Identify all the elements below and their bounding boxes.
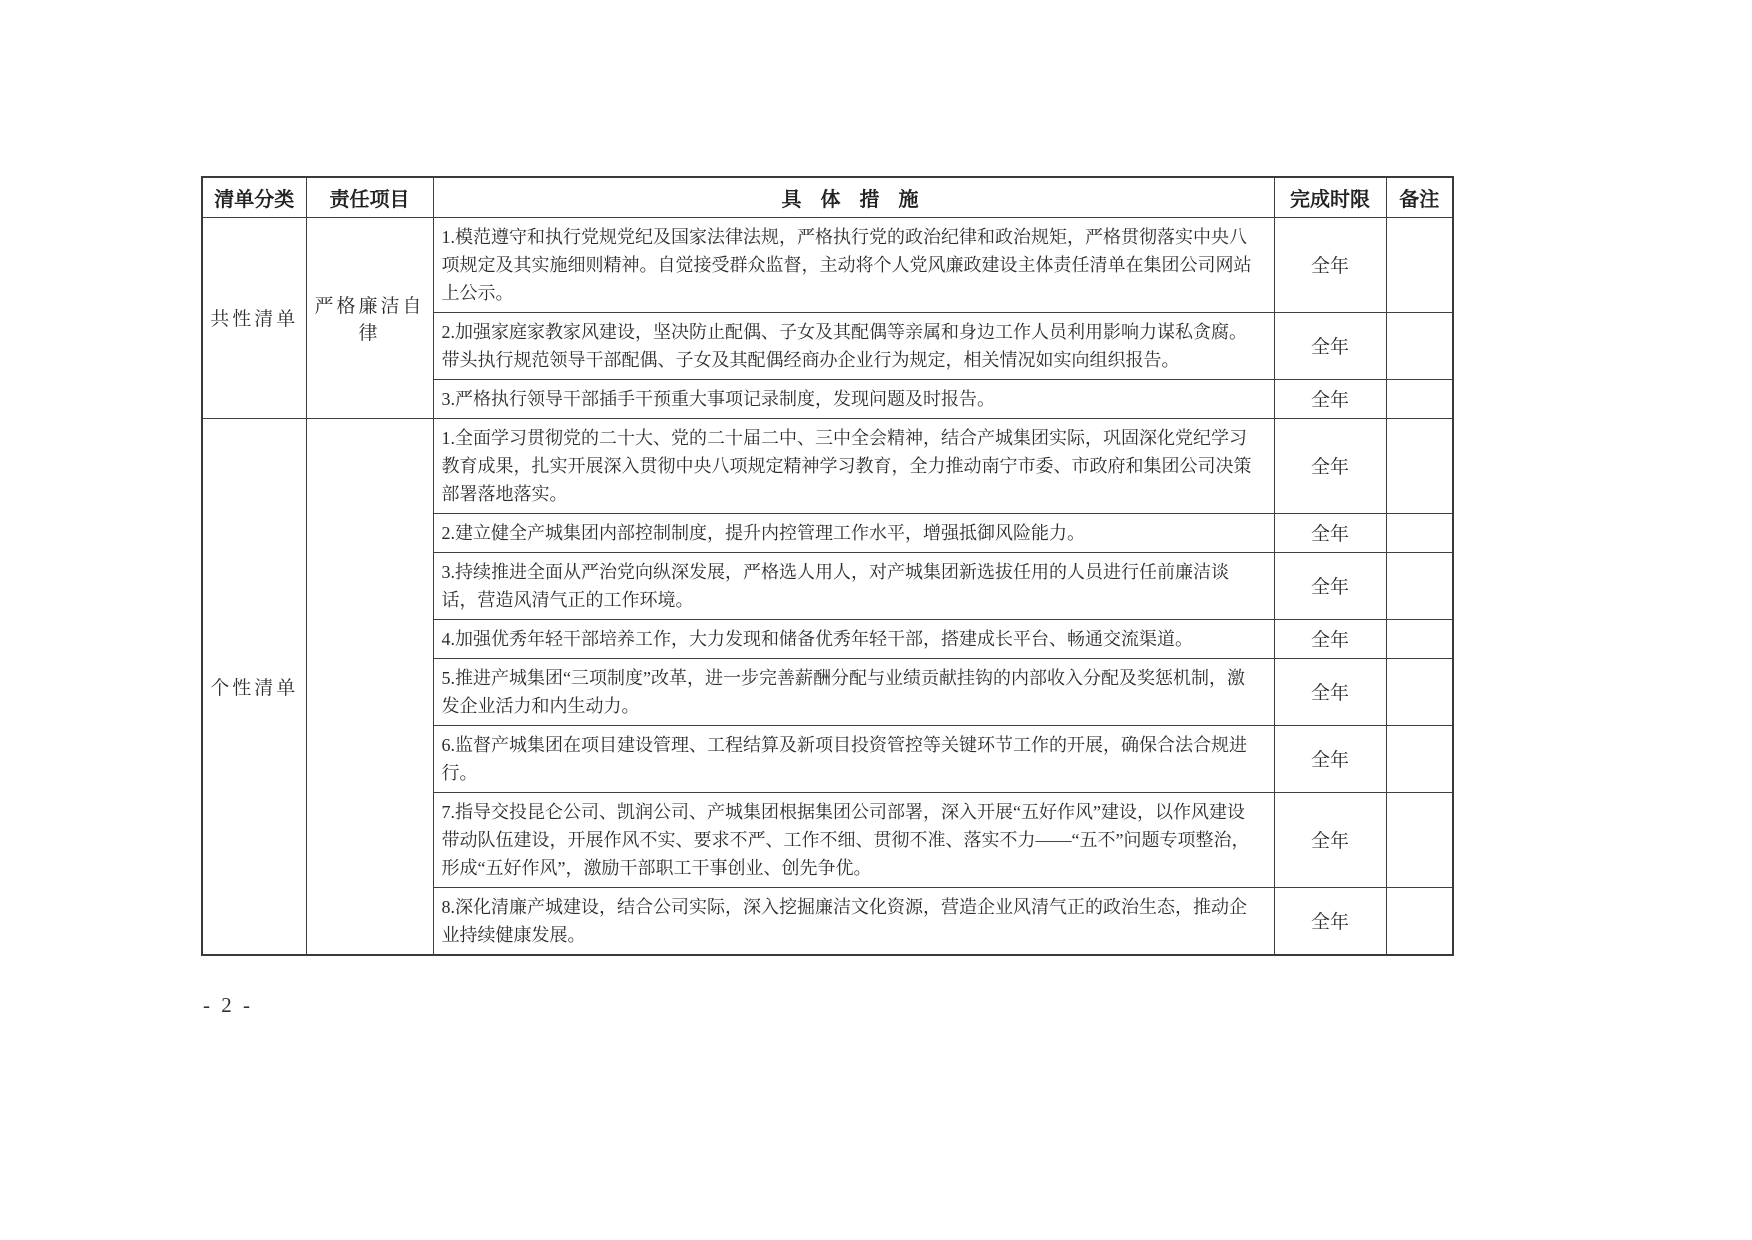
measure-cell: 7.指导交投昆仑公司、凯润公司、产城集团根据集团公司部署，深入开展“五好作风”建设，以作风建设带动队伍建设，开展作风不实、要求不严、工作不细、贯彻不准、落实不力——“五不”问题专项整治，形成“五好作风”，激励干部职工干事创业、创先争优。 — [433, 792, 1274, 887]
measure-cell: 5.推进产城集团“三项制度”改革，进一步完善薪酬分配与业绩贡献挂钩的内部收入分配及奖惩机制，激发企业活力和内生动力。 — [433, 658, 1274, 725]
table-header — [202, 177, 1453, 217]
deadline-cell: 全年 — [1274, 619, 1386, 658]
deadline-cell: 全年 — [1274, 658, 1386, 725]
remark-cell — [1386, 513, 1453, 552]
measure-cell: 3.持续推进全面从严治党向纵深发展，严格选人用人，对产城集团新选拔任用的人员进行任前廉洁谈话，营造风清气正的工作环境。 — [433, 552, 1274, 619]
header-deadline: 完成时限 — [1274, 177, 1386, 217]
remark-cell — [1386, 658, 1453, 725]
remark-cell — [1386, 312, 1453, 379]
deadline-cell: 全年 — [1274, 887, 1386, 955]
header-project: 责任项目 — [306, 177, 433, 217]
deadline-cell: 全年 — [1274, 217, 1386, 312]
remark-cell — [1386, 887, 1453, 955]
table-row — [202, 217, 1453, 312]
header-measures: 具 体 措 施 — [433, 177, 1274, 217]
header-remark: 备注 — [1386, 177, 1453, 217]
category-cell: 共性清单 — [202, 217, 306, 418]
deadline-cell: 全年 — [1274, 379, 1386, 418]
remark-cell — [1386, 619, 1453, 658]
project-cell: 严格廉洁自律 — [306, 217, 433, 418]
measure-cell: 1.全面学习贯彻党的二十大、党的二十届二中、三中全会精神，结合产城集团实际，巩固深化党纪学习教育成果，扎实开展深入贯彻中央八项规定精神学习教育，全力推动南宁市委、市政府和集团公司决策部署落地落实。 — [433, 418, 1274, 513]
deadline-cell: 全年 — [1274, 792, 1386, 887]
measure-cell: 2.加强家庭家教家风建设，坚决防止配偶、子女及其配偶等亲属和身边工作人员利用影响力谋私贪腐。带头执行规范领导干部配偶、子女及其配偶经商办企业行为规定，相关情况如实向组织报告。 — [433, 312, 1274, 379]
measure-cell: 2.建立健全产城集团内部控制制度，提升内控管理工作水平，增强抵御风险能力。 — [433, 513, 1274, 552]
table-body — [202, 217, 1453, 955]
measure-cell: 6.监督产城集团在项目建设管理、工程结算及新项目投资管控等关键环节工作的开展，确保合法合规进行。 — [433, 725, 1274, 792]
category-cell: 个性清单 — [202, 418, 306, 955]
project-cell — [306, 418, 433, 955]
measure-cell: 1.模范遵守和执行党规党纪及国家法律法规，严格执行党的政治纪律和政治规矩，严格贯彻落实中央八项规定及其实施细则精神。自觉接受群众监督，主动将个人党风廉政建设主体责任清单在集团公司网站上公示。 — [433, 217, 1274, 312]
table-row — [202, 418, 1453, 513]
deadline-cell: 全年 — [1274, 312, 1386, 379]
remark-cell — [1386, 725, 1453, 792]
remark-cell — [1386, 552, 1453, 619]
remark-cell — [1386, 418, 1453, 513]
deadline-cell: 全年 — [1274, 513, 1386, 552]
header-category: 清单分类 — [202, 177, 306, 217]
responsibility-table — [201, 176, 1454, 956]
measure-cell: 3.严格执行领导干部插手干预重大事项记录制度，发现问题及时报告。 — [433, 379, 1274, 418]
remark-cell — [1386, 379, 1453, 418]
measure-cell: 4.加强优秀年轻干部培养工作，大力发现和储备优秀年轻干部，搭建成长平台、畅通交流渠道。 — [433, 619, 1274, 658]
remark-cell — [1386, 792, 1453, 887]
deadline-cell: 全年 — [1274, 552, 1386, 619]
header-row — [202, 177, 1453, 217]
measure-cell: 8.深化清廉产城建设，结合公司实际，深入挖掘廉洁文化资源，营造企业风清气正的政治生态，推动企业持续健康发展。 — [433, 887, 1274, 955]
deadline-cell: 全年 — [1274, 725, 1386, 792]
deadline-cell: 全年 — [1274, 418, 1386, 513]
page-number: - 2 - — [203, 993, 253, 1017]
remark-cell — [1386, 217, 1453, 312]
